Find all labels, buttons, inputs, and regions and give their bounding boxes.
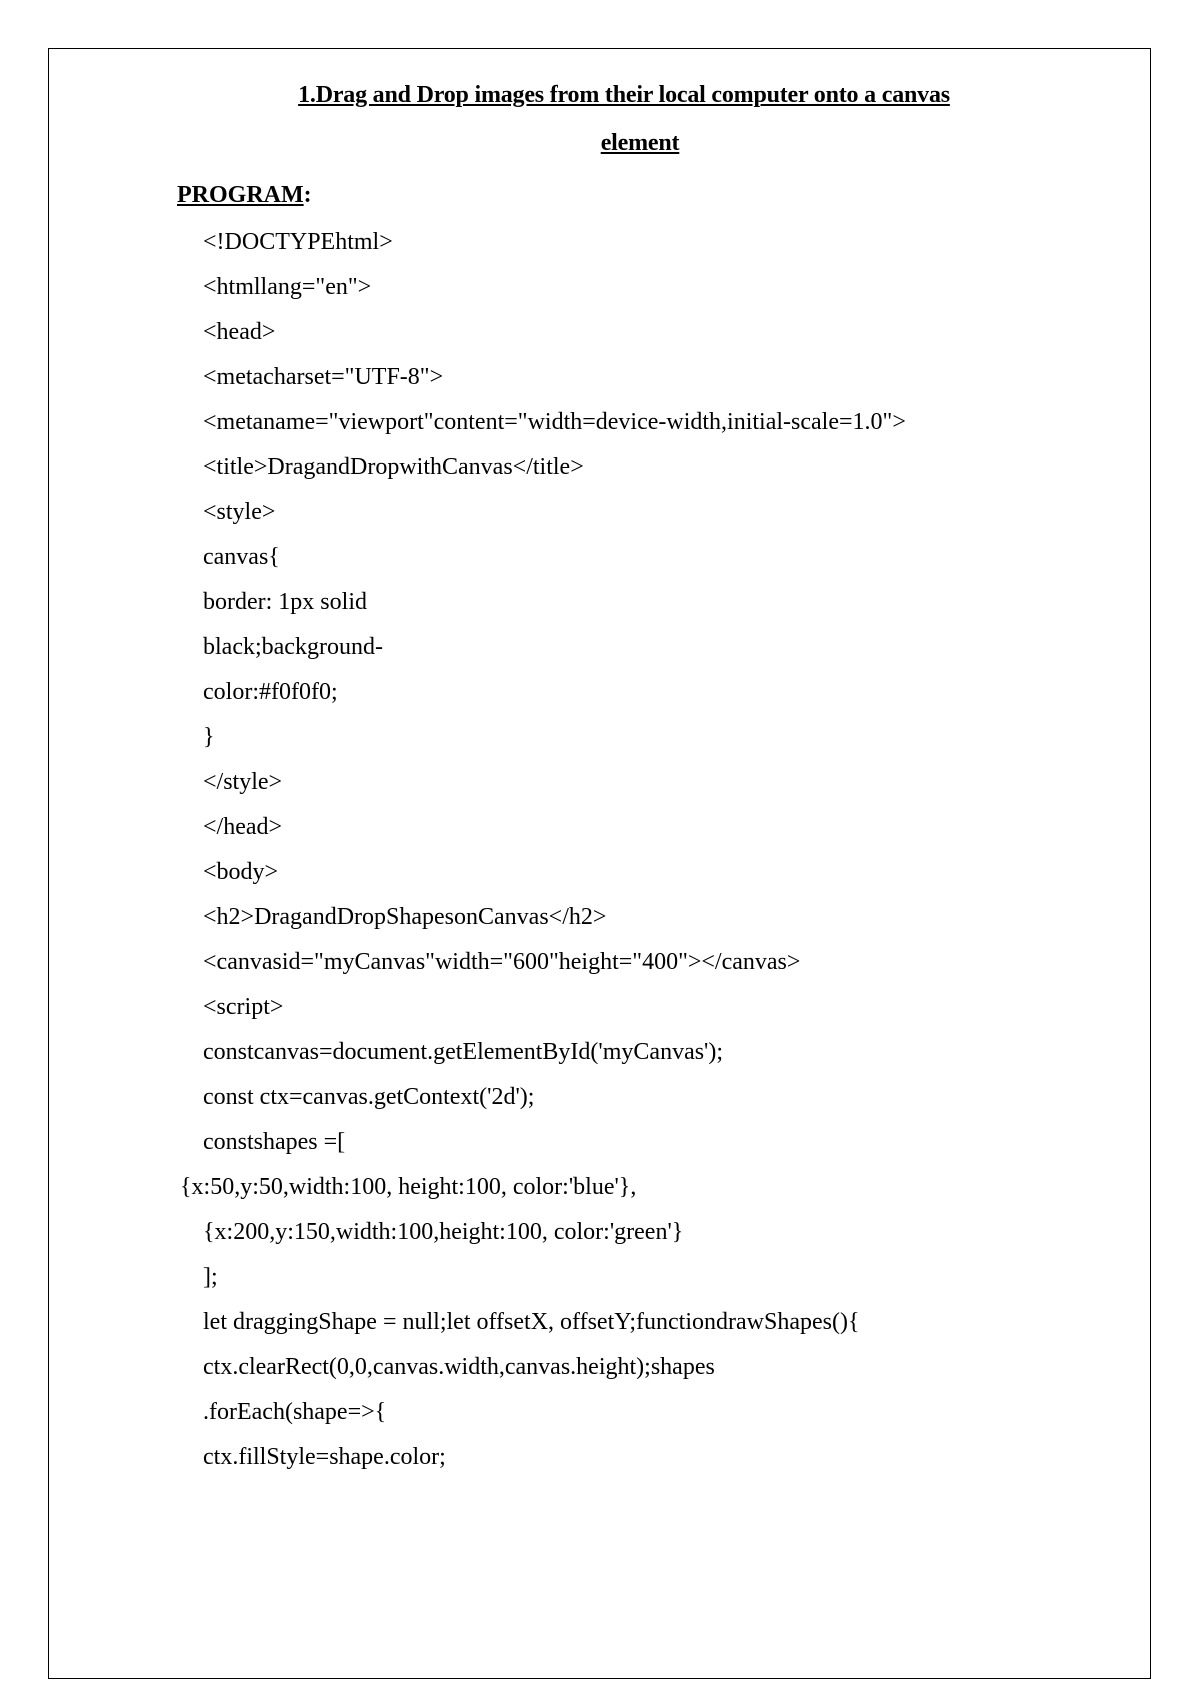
code-line: let draggingShape = null;let offsetX, offsetY;functiondrawShapes(){ (203, 1309, 860, 1335)
code-line: constcanvas=document.getElementById('myCanvas'); (203, 1039, 724, 1065)
code-line: constshapes =[ (203, 1129, 346, 1155)
section-heading (177, 182, 312, 209)
page-bottom-rule (48, 1678, 1151, 1679)
code-line: } (203, 724, 215, 750)
section-label: PROGRAM (177, 182, 304, 208)
code-line: <body> (203, 859, 279, 885)
code-line: </style> (203, 769, 283, 795)
code-line: color:#f0f0f0; (203, 679, 338, 705)
code-line: <htmllang="en"> (203, 274, 372, 300)
code-line: canvas{ (203, 544, 280, 570)
code-line: border: 1px solid (203, 589, 367, 615)
code-line: <canvasid="myCanvas"width="600"height="400"></canvas> (203, 949, 801, 975)
code-line: <metaname="viewport"content="width=device-width,initial-scale=1.0"> (203, 409, 906, 435)
code-line: {x:50,y:50,width:100, height:100, color:'blue'}, (180, 1174, 637, 1200)
code-line: <!DOCTYPEhtml> (203, 229, 393, 255)
code-line: <script> (203, 994, 284, 1020)
code-line: black;background- (203, 634, 383, 660)
code-line: <head> (203, 319, 276, 345)
code-line: const ctx=canvas.getContext('2d'); (203, 1084, 535, 1110)
document-title-line-1: 1.Drag and Drop images from their local computer onto a canvas (298, 82, 950, 108)
code-line: <title>DragandDropwithCanvas</title> (203, 454, 584, 480)
code-line: ]; (203, 1264, 218, 1290)
code-line: </head> (203, 814, 283, 840)
code-line: ctx.fillStyle=shape.color; (203, 1444, 446, 1470)
code-line: <style> (203, 499, 276, 525)
code-line: <metacharset="UTF-8"> (203, 364, 444, 390)
code-line: {x:200,y:150,width:100,height:100, color:'green'} (203, 1219, 684, 1245)
code-line: .forEach(shape=>{ (203, 1399, 387, 1425)
code-line: <h2>DragandDropShapesonCanvas</h2> (203, 904, 607, 930)
code-line: ctx.clearRect(0,0,canvas.width,canvas.height);shapes (203, 1354, 715, 1380)
document-title-line-2: element (600, 130, 680, 156)
section-colon: : (303, 182, 312, 208)
